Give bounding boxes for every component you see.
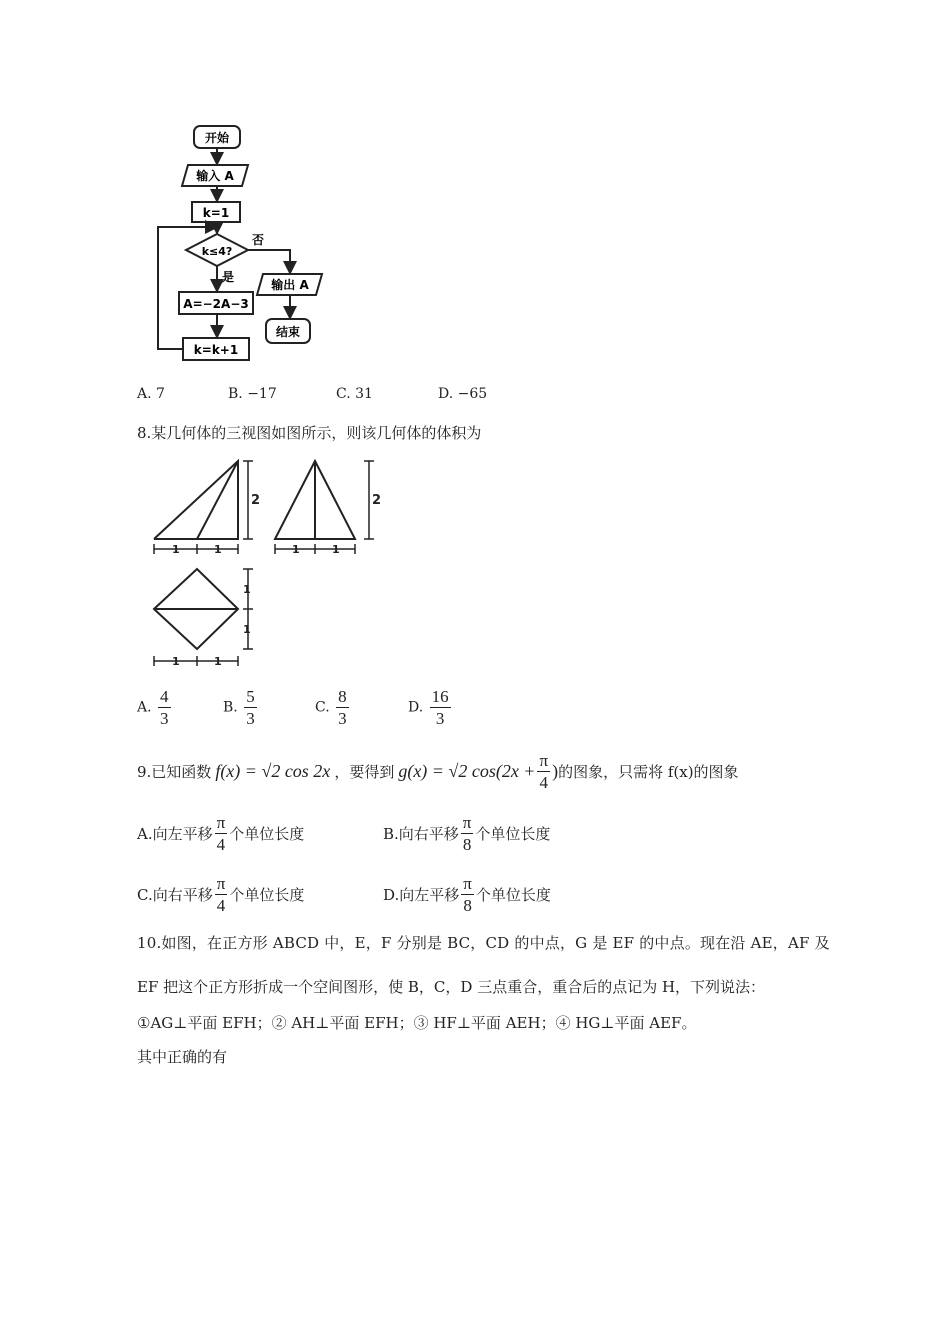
q8-option-b: B. $\frac{5}{3}$	[223, 687, 255, 728]
front-view	[154, 461, 238, 539]
q10-line-2: EF 把这个正方形折成一个空间图形，使 B，C，D 三点重合，重合后的点记为 H，下列说法：	[137, 978, 766, 996]
q9-option-b: B.向右平移 $\frac{\pi}{8}$ 个单位长度	[383, 813, 551, 854]
side-view	[275, 461, 355, 539]
q9-stem: 9.已知函数 f(x) = √2 cos 2x ，要得到 g(x) = √2 cos(2x + $\frac{\pi}{4}$ ) 的图象，只需将 f(x)的图象	[137, 751, 739, 792]
flow-increment-text: k=k+1	[193, 343, 239, 357]
q9-f-expression: f(x) = √2 cos 2x	[215, 761, 331, 781]
q8-option-a-fraction: $\frac{4}{3}$	[160, 687, 169, 728]
side-dim-2: 2	[372, 493, 382, 508]
q9-option-c: C.向右平移 $\frac{\pi}{4}$ 个单位长度	[137, 874, 305, 915]
q9-option-a: A.向左平移 $\frac{\pi}{4}$ 个单位长度	[137, 813, 305, 854]
top-dim-1a: 1	[172, 655, 180, 668]
top-dim-1d: 1	[243, 623, 251, 636]
q10-line-1: 10.如图，在正方形 ABCD 中，E，F 分别是 BC，CD 的中点，G 是 EF 的中点。现在沿 AE，AF 及	[137, 934, 830, 952]
front-dim-2: 2	[251, 493, 261, 508]
q10-line-3: ①AG⊥平面 EFH；② AH⊥平面 EFH；③ HF⊥平面 AEH；④ HG⊥平面 AEF。	[137, 1014, 697, 1032]
q8-stem: 8.某几何体的三视图如图所示，则该几何体的体积为	[137, 424, 482, 442]
flow-init-text: k=1	[202, 206, 230, 220]
q9-g-expression: g(x) = √2 cos(2x +	[398, 761, 536, 781]
flowchart	[150, 118, 350, 368]
q8-option-a: A. $\frac{4}{3}$	[137, 687, 169, 728]
q8-option-b-fraction: $\frac{5}{3}$	[246, 687, 255, 728]
q10-line-4: 其中正确的有	[137, 1048, 228, 1066]
front-dim-1b: 1	[214, 543, 222, 556]
flow-output-text: 输出 A	[271, 278, 309, 292]
side-dim-1a: 1	[292, 543, 300, 556]
flow-end-text: 结束	[275, 325, 301, 339]
front-dim-1a: 1	[172, 543, 180, 556]
flow-no-label: 否	[252, 233, 265, 247]
top-dim-1c: 1	[243, 583, 251, 596]
q7-option-d: D. −65	[438, 386, 488, 402]
q8-option-d: D. $\frac{16}{3}$	[408, 687, 449, 728]
flow-condition-text: k≤4?	[201, 245, 233, 258]
q8-option-d-fraction: $\frac{16}{3}$	[431, 687, 449, 728]
top-view	[154, 569, 238, 649]
q8-option-c: C. $\frac{8}{3}$	[315, 687, 347, 728]
three-views-figure	[145, 452, 405, 677]
q7-option-a: A. 7	[137, 386, 165, 402]
flow-start-text: 开始	[204, 131, 230, 145]
q7-option-b: B. −17	[228, 386, 277, 402]
q9-g-fraction: $\frac{\pi}{4}$	[539, 751, 549, 792]
flow-assign-text: A=−2A−3	[183, 297, 249, 311]
q7-option-c: C. 31	[336, 386, 373, 402]
side-dim-1b: 1	[332, 543, 340, 556]
flow-yes-label: 是	[222, 270, 235, 284]
q8-option-c-fraction: $\frac{8}{3}$	[338, 687, 347, 728]
q9-option-d: D.向左平移 $\frac{\pi}{8}$ 个单位长度	[383, 874, 551, 915]
flow-input-text: 输入 A	[196, 169, 234, 183]
top-dim-1b: 1	[214, 655, 222, 668]
